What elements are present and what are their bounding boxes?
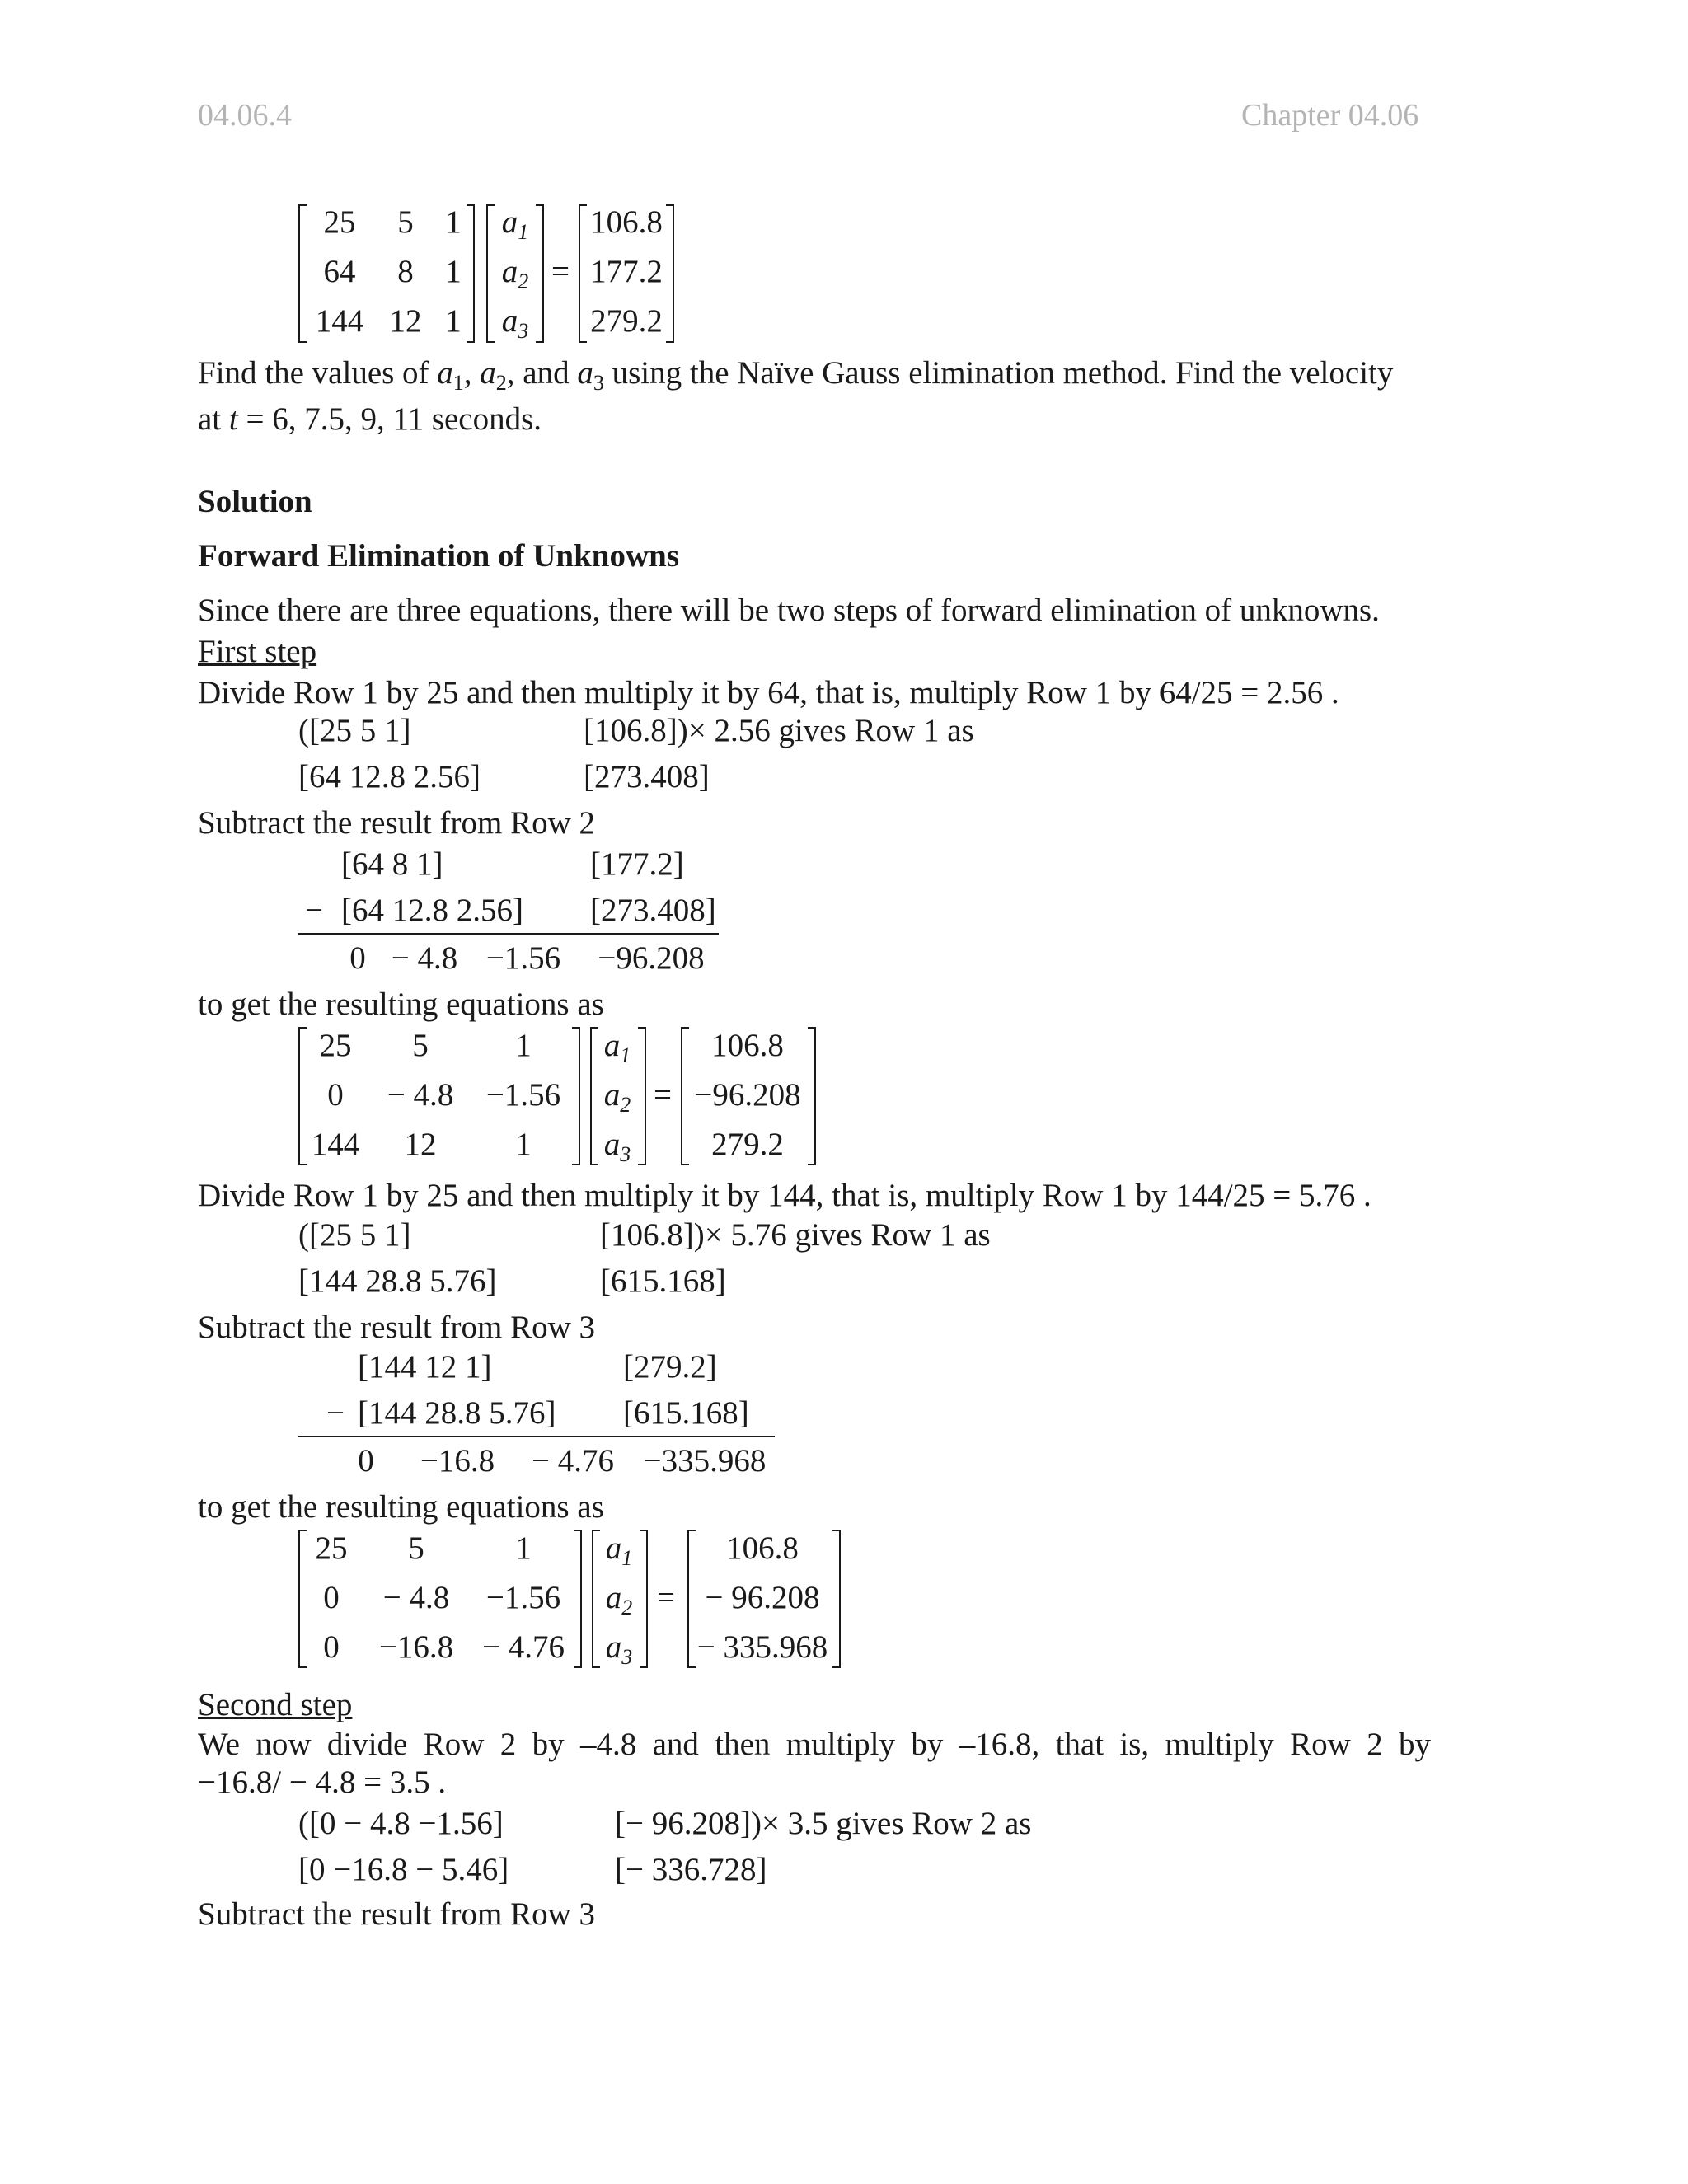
bracket-right (467, 204, 475, 343)
mult1-row-original: ([25 5 1] (298, 713, 411, 748)
mult1-row-result: [64 12.8 2.56] (298, 759, 481, 794)
bracket-right (640, 1530, 648, 1668)
mult1-rhs-result: [273.408] (584, 759, 710, 794)
divide-row1-text-2: Divide Row 1 by 25 and then multiply it by 144, that is, multiply Row 1 by 144/25 = 5.76 . (198, 1178, 1372, 1213)
mult3-rhs-result: [− 336.728] (615, 1852, 767, 1887)
unknown-a1: $a_1$ (501, 204, 529, 244)
resulting-equations-label-1: to get the resulting equations as (198, 987, 604, 1022)
mult2-row-original: ([25 5 1] (298, 1217, 411, 1253)
rhs-cell: −96.208 (694, 1077, 801, 1113)
sub2-row1-scaled: [144 28.8 5.76] (358, 1395, 556, 1431)
resulting-equations-label-2: to get the resulting equations as (198, 1489, 604, 1525)
matrix-cell: 5 (408, 1530, 424, 1566)
matrix-cell: 5 (412, 1028, 429, 1063)
sub1-row1-scaled-rhs: [273.408] (590, 893, 716, 928)
bracket-left (298, 1530, 307, 1668)
unknown-a3: $a_3$ (603, 1127, 631, 1166)
sub2-row3-rhs: [279.2] (623, 1349, 717, 1385)
rhs-cell: 279.2 (590, 303, 663, 339)
sub1-row2: [64 8 1] (341, 846, 443, 882)
bracket-right (832, 1530, 841, 1668)
sub1-result-cell: 0 (349, 940, 366, 976)
matrix-cell: −1.56 (485, 1077, 561, 1113)
mult3-row-result: [0 −16.8 − 5.46] (298, 1852, 509, 1887)
unknown-a1: $a_1$ (605, 1530, 633, 1570)
sub2-result-cell: −335.968 (643, 1443, 767, 1479)
matrix-cell: 25 (319, 1028, 352, 1063)
bracket-left (486, 204, 495, 343)
matrix-cell: 1 (445, 303, 462, 339)
divide-row2-text-line1: We now divide Row 2 by –4.8 and then multiply by –16.8, that is, multiply Row 2 by (198, 1727, 1431, 1762)
matrix-cell: 0 (323, 1580, 340, 1615)
matrix-cell: 25 (315, 1530, 348, 1566)
rhs-cell: 106.8 (726, 1530, 799, 1566)
matrix-cell: 144 (311, 1127, 360, 1162)
sub1-result-cell: − 4.8 (391, 940, 458, 976)
sub2-row3: [144 12 1] (358, 1349, 492, 1385)
subtraction-rule (298, 1436, 775, 1437)
sub1-row1-scaled: [64 12.8 2.56] (341, 893, 523, 928)
rhs-cell: 279.2 (711, 1127, 784, 1162)
matrix-cell: 0 (327, 1077, 344, 1113)
rhs-cell: 106.8 (590, 204, 663, 240)
matrix-cell: 1 (445, 254, 462, 289)
sub1-result-cell: −1.56 (485, 940, 561, 976)
unknown-a2: $a_2$ (501, 254, 529, 293)
rhs-cell: 106.8 (711, 1028, 784, 1063)
unknown-a3: $a_3$ (501, 303, 529, 343)
sub2-result-cell: −16.8 (420, 1443, 495, 1479)
matrix-cell: − 4.8 (387, 1077, 454, 1113)
mult3-row-original: ([0 − 4.8 −1.56] (298, 1806, 504, 1841)
bracket-right (536, 204, 544, 343)
solution-heading: Solution (198, 484, 312, 519)
equals-sign: = (551, 254, 570, 289)
rhs-cell: − 96.208 (705, 1580, 820, 1615)
matrix-cell: 144 (315, 303, 364, 339)
minus-sign: − (326, 1395, 345, 1431)
bracket-left (298, 1027, 307, 1165)
matrix-cell: 1 (515, 1127, 532, 1162)
bracket-right (666, 204, 674, 343)
sub1-result-cell: −96.208 (598, 940, 705, 976)
matrix-cell: 1 (445, 204, 462, 240)
second-step-heading: Second step (198, 1687, 353, 1722)
mult2-rhs-original: [106.8])× 5.76 gives Row 1 as (600, 1217, 991, 1253)
rhs-cell: − 335.968 (696, 1629, 828, 1665)
chapter-label: Chapter 04.06 (1241, 98, 1419, 133)
intro-text: Since there are three equations, there will be two steps of forward elimination of unknowns. (198, 593, 1380, 628)
sub2-result-cell: 0 (358, 1443, 374, 1479)
matrix-cell: 64 (323, 254, 356, 289)
matrix-cell: 12 (404, 1127, 437, 1162)
matrix-cell: 5 (397, 204, 414, 240)
matrix-cell: − 4.8 (382, 1580, 450, 1615)
sub1-row2-rhs: [177.2] (590, 846, 684, 882)
unknown-a1: $a_1$ (603, 1028, 631, 1067)
subtract-label-2: Subtract the result from Row 3 (198, 1310, 595, 1345)
subtraction-rule (298, 933, 719, 935)
unknown-a2: $a_2$ (603, 1077, 631, 1117)
first-step-heading: First step (198, 634, 317, 669)
bracket-right (572, 1027, 580, 1165)
equals-sign: = (654, 1077, 672, 1113)
bracket-left (298, 204, 307, 343)
matrix-cell: 1 (515, 1028, 532, 1063)
equals-sign: = (657, 1580, 675, 1615)
divide-row1-text-1: Divide Row 1 by 25 and then multiply it by 64, that is, multiply Row 1 by 64/25 = 2.56 . (198, 675, 1339, 710)
bracket-right (808, 1027, 816, 1165)
sub2-row1-scaled-rhs: [615.168] (623, 1395, 749, 1431)
subtract-label-3: Subtract the result from Row 3 (198, 1896, 595, 1932)
divide-row2-text-line2: −16.8/ − 4.8 = 3.5 . (198, 1765, 447, 1800)
matrix-cell: − 4.76 (482, 1629, 565, 1665)
problem-statement-line2: at t = 6, 7.5, 9, 11 seconds. (198, 401, 542, 437)
unknown-a2: $a_2$ (605, 1580, 633, 1619)
sub2-result-cell: − 4.76 (532, 1443, 614, 1479)
matrix-cell: −16.8 (378, 1629, 454, 1665)
mult2-row-result: [144 28.8 5.76] (298, 1263, 497, 1299)
bracket-right (574, 1530, 582, 1668)
problem-statement-line1: Find the values of $a_1$, $a_2$, and $a_3$ using the Naïve Gauss elimination method. Find the velocity (198, 355, 1394, 395)
subtract-label-1: Subtract the result from Row 2 (198, 805, 595, 841)
mult2-rhs-result: [615.168] (600, 1263, 726, 1299)
mult1-rhs-original: [106.8])× 2.56 gives Row 1 as (584, 713, 974, 748)
rhs-cell: 177.2 (590, 254, 663, 289)
matrix-cell: 1 (515, 1530, 532, 1566)
matrix-cell: 8 (397, 254, 414, 289)
mult3-rhs-original: [− 96.208])× 3.5 gives Row 2 as (615, 1806, 1032, 1841)
forward-elimination-heading: Forward Elimination of Unknowns (198, 538, 680, 574)
matrix-cell: 0 (323, 1629, 340, 1665)
unknown-a3: $a_3$ (605, 1629, 633, 1669)
matrix-cell: 25 (323, 204, 356, 240)
matrix-cell: −1.56 (485, 1580, 561, 1615)
page-number: 04.06.4 (198, 98, 292, 133)
matrix-cell: 12 (389, 303, 422, 339)
bracket-right (638, 1027, 646, 1165)
minus-sign: − (305, 893, 323, 928)
